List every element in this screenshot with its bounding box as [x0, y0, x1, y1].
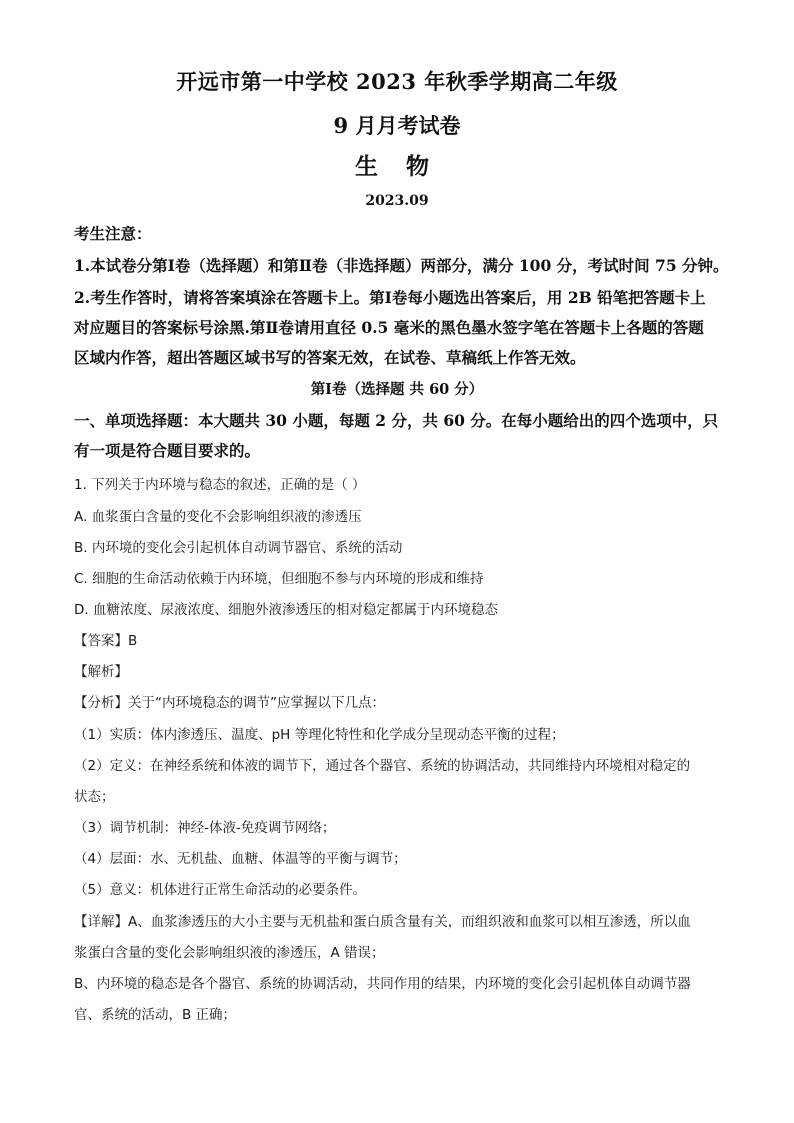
section-instruction-b: 有一项是符合题目要求的。 [74, 441, 261, 460]
analysis-point: （4）层面：水、无机盐、血糖、体温等的平衡与调节； [74, 851, 407, 867]
notice-line-1: 1.本试卷分第Ⅰ卷（选择题）和第Ⅱ卷（非选择题）两部分，满分 100 分，考试时间 75 分钟。 [74, 256, 729, 275]
exam-subject: 生 物 [354, 153, 439, 180]
option-b: B. 内环境的变化会引起机体自动调节器官、系统的活动 [74, 540, 403, 556]
analysis-point: （5）意义：机体进行正常生命活动的必要条件。 [74, 882, 367, 898]
option-c: C. 细胞的生命活动依赖于内环境，但细胞不参与内环境的形成和维持 [74, 571, 484, 587]
section-instruction-a: 一、单项选择题：本大题共 30 小题，每题 2 分，共 60 分。在每小题给出的四个选项中，只 [74, 411, 719, 430]
detail-line: 浆蛋白含量的变化会影响组织液的渗透压，A 错误； [74, 945, 385, 961]
detail-line: B、内环境的稳态是各个器官、系统的协调活动，共同作用的结果，内环境的变化会引起机体自动调节器 [74, 976, 691, 992]
answer-label: 【答案】B [74, 633, 138, 649]
analysis-point: （2）定义：在神经系统和体液的调节下，通过各个器官、系统的协调活动，共同维持内环境相对稳定的 [74, 758, 691, 774]
analysis-point: 状态； [74, 789, 115, 805]
question-stem: 1. 下列关于内环境与稳态的叙述，正确的是（ ） [74, 477, 366, 493]
notice-line-2b: 对应题目的答案标号涂黑.第Ⅱ卷请用直径 0.5 毫米的黑色墨水签字笔在答题卡上各题的答题 [74, 318, 704, 337]
notice-line-2a: 2.考生作答时，请将答案填涂在答题卡上。第Ⅰ卷每小题选出答案后，用 2B 铅笔把答题卡上 [74, 288, 706, 307]
option-d: D. 血糖浓度、尿液浓度、细胞外液渗透压的相对稳定都属于内环境稳态 [74, 602, 498, 618]
detail-line: 【详解】A、血浆渗透压的大小主要与无机盐和蛋白质含量有关，而组织液和血浆可以相互渗透，所以血 [74, 914, 691, 930]
option-a: A. 血浆蛋白含量的变化不会影响组织液的渗透压 [74, 509, 362, 525]
exam-subtitle: 9 月月考试卷 [333, 113, 461, 138]
section-title: 第Ⅰ卷（选择题 共 60 分） [310, 381, 484, 398]
detail-line: 官、系统的活动，B 正确； [74, 1007, 237, 1023]
notice-line-2c: 区域内作答，超出答题区域书写的答案无效，在试卷、草稿纸上作答无效。 [74, 348, 586, 367]
exam-date: 2023.09 [365, 193, 429, 209]
exam-title: 开远市第一中学校 2023 年秋季学期高二年级 [176, 69, 618, 94]
analysis-point: （1）实质：体内渗透压、温度、pH 等理化特性和化学成分呈现动态平衡的过程； [74, 727, 565, 743]
analysis-intro: 【分析】关于“内环境稳态的调节”应掌握以下几点： [74, 695, 385, 711]
analysis-label: 【解析】 [74, 664, 128, 680]
notice-heading: 考生注意： [74, 224, 152, 243]
analysis-point: （3）调节机制：神经-体液-免疫调节网络； [74, 820, 336, 836]
